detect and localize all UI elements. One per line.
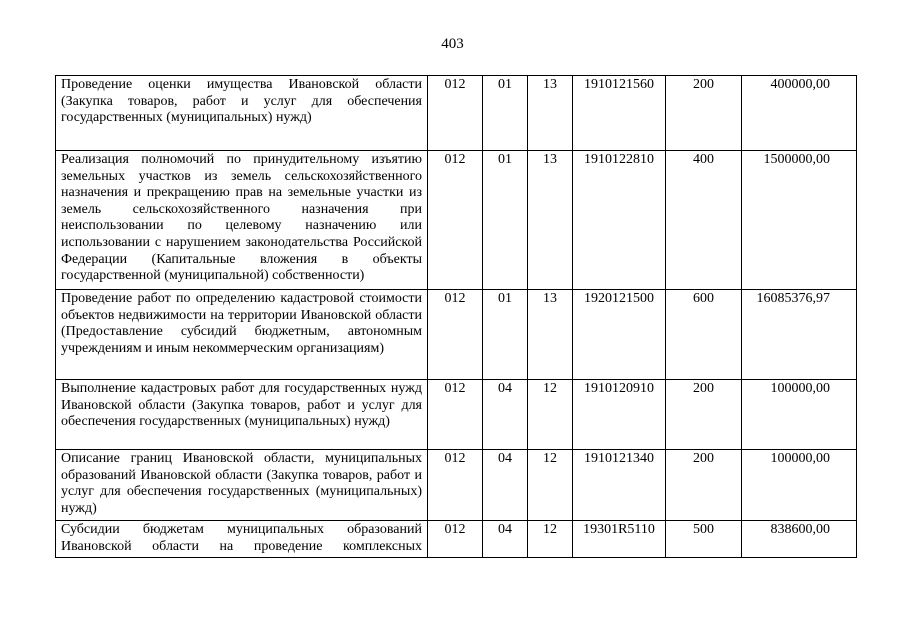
table-row bbox=[56, 76, 857, 151]
subsection-code: 12 bbox=[528, 380, 573, 450]
ministry-code: 012 bbox=[428, 151, 483, 290]
ministry-code: 012 bbox=[428, 450, 483, 521]
target-article-code: 1920121500 bbox=[573, 290, 666, 380]
target-article-code: 1910121340 bbox=[573, 450, 666, 521]
table-row bbox=[56, 151, 857, 290]
amount-value: 100000,00 bbox=[742, 450, 857, 521]
row-description: Реализация полномочий по принудительному изъятию земельных участков из земель сельскохозяйственного назначения и прекращению прав на земельные участки из земель сельскохозяйственного назначения при неиспользовании по целевому назначению или использовании с нарушением законодательства Российской Федерации (Капитальные вложения в объекты государственной (муниципальной) собственности) bbox=[56, 151, 428, 290]
ministry-code: 012 bbox=[428, 290, 483, 380]
expense-type-code: 400 bbox=[666, 151, 742, 290]
section-code: 01 bbox=[483, 76, 528, 151]
subsection-code: 12 bbox=[528, 450, 573, 521]
target-article-code: 1910121560 bbox=[573, 76, 666, 151]
row-description: Проведение оценки имущества Ивановской области (Закупка товаров, работ и услуг для обеспечения государственных (муниципальных) нужд) bbox=[56, 76, 428, 151]
table-row bbox=[56, 521, 857, 558]
table-row bbox=[56, 380, 857, 450]
expense-type-code: 200 bbox=[666, 450, 742, 521]
expense-type-code: 200 bbox=[666, 76, 742, 151]
table-row bbox=[56, 290, 857, 380]
amount-value: 16085376,97 bbox=[742, 290, 857, 380]
subsection-code: 13 bbox=[528, 290, 573, 380]
row-description: Субсидии бюджетам муниципальных образований Ивановской области на проведение комплексных bbox=[56, 521, 428, 558]
section-code: 01 bbox=[483, 290, 528, 380]
amount-value: 100000,00 bbox=[742, 380, 857, 450]
target-article-code: 1910120910 bbox=[573, 380, 666, 450]
section-code: 04 bbox=[483, 521, 528, 558]
ministry-code: 012 bbox=[428, 76, 483, 151]
row-description: Описание границ Ивановской области, муниципальных образований Ивановской области (Закупка товаров, работ и услуг для обеспечения государственных (муниципальных) нужд) bbox=[56, 450, 428, 521]
section-code: 04 bbox=[483, 450, 528, 521]
page-number: 403 bbox=[441, 36, 464, 52]
row-description: Выполнение кадастровых работ для государственных нужд Ивановской области (Закупка товаров, работ и услуг для обеспечения государственных (муниципальных) нужд) bbox=[56, 380, 428, 450]
row-description: Проведение работ по определению кадастровой стоимости объектов недвижимости на территории Ивановской области (Предоставление субсидий бюджетным, автономным учреждениям и иным некоммерческим организациям) bbox=[56, 290, 428, 380]
expense-type-code: 600 bbox=[666, 290, 742, 380]
section-code: 01 bbox=[483, 151, 528, 290]
expense-type-code: 500 bbox=[666, 521, 742, 558]
budget-table bbox=[55, 75, 857, 558]
section-code: 04 bbox=[483, 380, 528, 450]
subsection-code: 13 bbox=[528, 76, 573, 151]
target-article-code: 19301R5110 bbox=[573, 521, 666, 558]
amount-value: 838600,00 bbox=[742, 521, 857, 558]
expense-type-code: 200 bbox=[666, 380, 742, 450]
subsection-code: 13 bbox=[528, 151, 573, 290]
ministry-code: 012 bbox=[428, 521, 483, 558]
amount-value: 1500000,00 bbox=[742, 151, 857, 290]
amount-value: 400000,00 bbox=[742, 76, 857, 151]
ministry-code: 012 bbox=[428, 380, 483, 450]
target-article-code: 1910122810 bbox=[573, 151, 666, 290]
table-row bbox=[56, 450, 857, 521]
subsection-code: 12 bbox=[528, 521, 573, 558]
